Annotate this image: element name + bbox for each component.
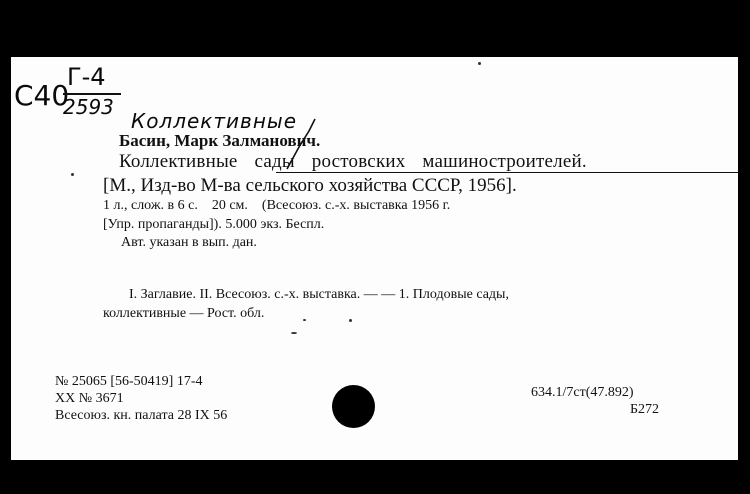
footer-series-number: XX № 3671 — [55, 391, 124, 406]
call-number-top: Г-4 — [67, 63, 106, 91]
footer-classification: 634.1/7ст(47.892) — [531, 385, 634, 400]
scan-speck — [303, 319, 306, 321]
imprint-line: [М., Изд-во М-ва сельского хозяйства СССР, 1956]. — [103, 175, 517, 196]
handwritten-note: Коллективные — [131, 109, 297, 133]
catalog-card — [11, 57, 738, 460]
footer-author-mark: Б272 — [630, 402, 660, 417]
footer-record-number: № 25065 [56-50419] 17-4 — [55, 374, 203, 389]
call-number-prefix: С40 — [14, 79, 70, 112]
scan-speck — [349, 319, 352, 322]
note-line: Авт. указан в вып. дан. — [121, 235, 257, 250]
scan-speck — [478, 62, 481, 65]
collation-line-1: 1 л., слож. в 6 с. 20 см. (Всесоюз. с.-х. выставка 1956 г. — [103, 198, 451, 213]
scan-speck — [71, 173, 74, 176]
tracings-line-1: I. Заглавие. II. Всесоюз. с.-х. выставка. — — 1. Плодовые сады, — [129, 287, 509, 302]
title-underline — [276, 172, 738, 173]
card-punch-hole — [332, 385, 375, 428]
tracings-line-2: коллективные — Рост. обл. — [103, 306, 265, 321]
author-heading: Басин, Марк Залманович. — [119, 131, 321, 150]
call-number-bottom: 2593 — [63, 95, 114, 119]
scan-speck — [291, 332, 297, 334]
collation-line-2: [Упр. пропаганды]). 5.000 экз. Беспл. — [103, 217, 325, 232]
footer-chamber-date: Всесоюз. кн. палата 28 IX 56 — [55, 408, 228, 423]
title-line: Коллективные сады ростовских машиностроителей. — [119, 151, 587, 172]
